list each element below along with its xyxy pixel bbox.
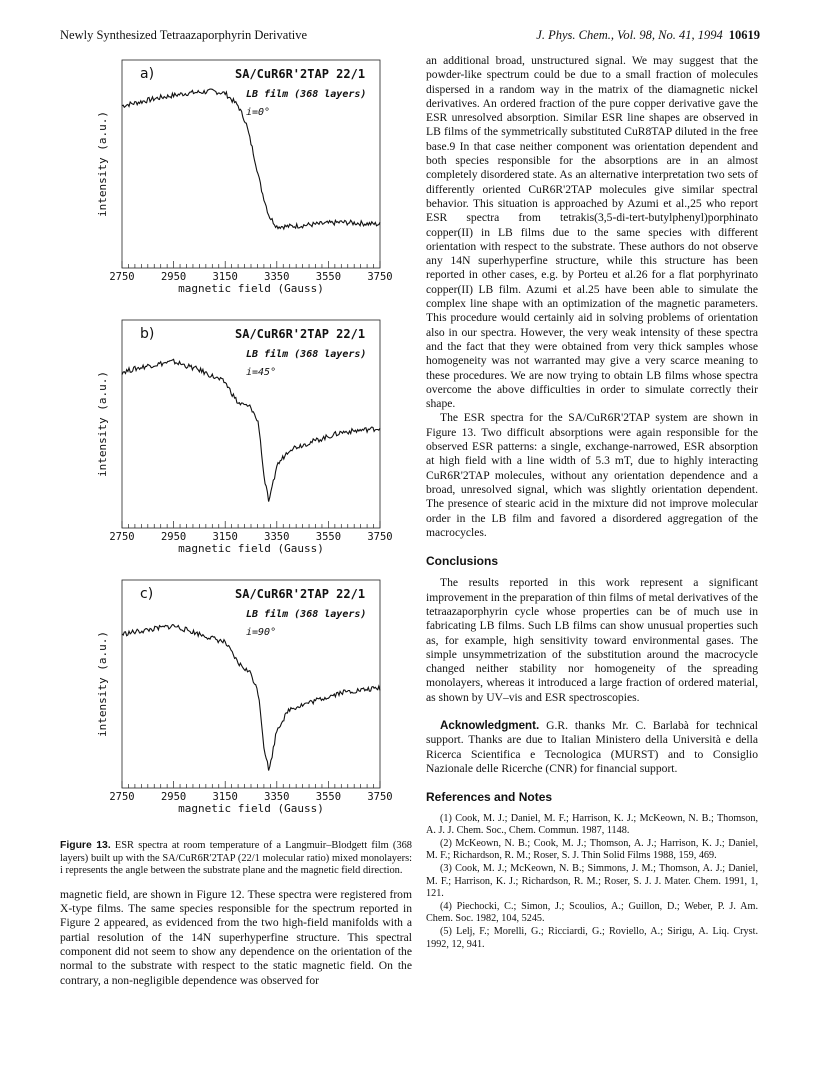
y-axis-label: intensity (a.u.) (96, 371, 109, 477)
tick-label: 2950 (160, 271, 187, 283)
x-axis-label: magnetic field (Gauss) (178, 802, 324, 815)
running-header-journal (536, 28, 760, 43)
panel-letter: c) (140, 586, 154, 602)
section-heading-references: References and Notes (426, 790, 553, 805)
tick-label: 3350 (264, 531, 290, 543)
x-axis-label: magnetic field (Gauss) (178, 282, 324, 295)
figure-panel-a (60, 54, 412, 314)
tick-label: 3350 (264, 271, 290, 283)
panel-letter: b) (140, 326, 155, 342)
figure-panel-b (60, 314, 412, 574)
body-text-left: magnetic field, are shown in Figure 12. These spectra were registered from X-type films. The same species responsible for the spectrum reported in Figure 2 appeared, as evidenced from the two high-field manifolds with a partial resolution of the 14N superhyperfine structure. This spectral component did not seem to show any dependence on the orientation of the normal to the substrate with respect to the static magnetic field. On the contrary, a non-negligible dependence was observed for (60, 887, 412, 987)
tick-label: 3350 (264, 791, 290, 803)
reference-item: (3) Cook, M. J.; McKeown, N. B.; Simmons, J. M.; Thomson, A. J.; Daniel, M. F.; Harrison, K. J.; Richardson, R. M.; Roser, S. J. J. Mater. Chem. 1991, 1, 121. (426, 863, 758, 899)
figure-caption (60, 840, 412, 878)
y-axis-label: intensity (a.u.) (96, 111, 109, 217)
figure-panel-c (60, 574, 412, 834)
tick-label: 2750 (109, 791, 135, 803)
reference-item: (2) McKeown, N. B.; Cook, M. J.; Thomson, A. J.; Harrison, K. J.; Daniel, M. F.; Richardson, R. M.; Roser, S. J. Thin Solid Films 1988, 159, 469. (426, 837, 758, 862)
chart-angle: i=90° (246, 627, 277, 638)
tick-label: 3150 (212, 271, 238, 283)
tick-label: 3550 (315, 531, 342, 543)
paragraph: The ESR spectra for the SA/CuR6R'2TAP system are shown in Figure 13. Two difficult absorptions were again responsible for the observed ESR patterns: a single, exchange-narrowed, ESR absorption at high field with a line width of 5.3 mT, due to highly interacting CuR6R'2TAP molecules, without any orientation dependence and a broad, unresolved signal, which was slightly orientation dependent. The presence of stearic acid in the mixture did not improve molecular order in the LB film and favored a disordered aggregation of the macrocycles. (426, 411, 758, 539)
tick-label: 2950 (160, 791, 187, 803)
chart-angle: i=0° (246, 107, 271, 118)
tick-label: 3750 (367, 271, 393, 283)
tick-label: 3550 (315, 271, 342, 283)
tick-label: 3750 (367, 531, 393, 543)
panel-letter: a) (140, 66, 155, 82)
y-axis-label: intensity (a.u.) (96, 631, 109, 737)
right-column (426, 54, 758, 952)
chart-subtitle: LB film (368 layers) (246, 349, 367, 360)
ack-text: G.R. thanks Mr. C. Barlabà for technical support. Thanks are due to Italian Ministero della Università e della Ricerca Scientifica e Tecnologica (MURST) and to Consiglio Nazionale delle Ricerche (CNR) for financial support. (426, 719, 759, 775)
ack-label: Acknowledgment. (440, 719, 540, 733)
caption-label: Figure 13. (60, 840, 111, 851)
paragraph: an additional broad, unstructured signal. We may suggest that the powder-like spectrum could be due to a small fraction of molecules dispersed in a random way in the matrix of the diamagnetic nickel derivatives. An ordered fraction of the pure copper derivative gave the ESR unresolved absorption. Similar ESR line shapes are observed in LB films of the symmetrically substituted CuR8TAP diluted in the free base.9 In that case neither component was orientation dependent and both species responsible for the absorptions are in an almost completely disordered state. As an alternative interpretation two sets of differently oriented CuR6R'2TAP molecules give similar spectral behavior. This situation is approached by Azumi et al.,25 who report ESR spectra from tetrakis(3,5-di-tert-butylphenyl)porphinato copper(II) in LB films due to the same species with different orientation with respect to the substrate. These authors do not observe any 14N superhyperfine structure, while this structure has been reported in other cases, e.g. by Porteu et al.26 for a flat porphyrinato copper(II) LB film. Azumi et al.25 have been able to simulate the complex line shape with an optimization of the magnetic parameters. This procedure would certainly aid in solving problems of orientation also in our spectra. However, the very weak intensity of these spectra and the fact that they were obtained from very thick samples whose homogeneity was not warranted may give a very scarce meaning to these procedures. We are now trying to obtain LB films whose spectra overcome the above difficulties in order to simulate correctly their shape. (426, 54, 758, 411)
running-header-title: Newly Synthesized Tetraazaporphyrin Derivative (60, 28, 308, 42)
reference-item: (4) Piechocki, C.; Simon, J.; Scoulios, A.; Guillon, D.; Weber, P. J. Am. Chem. Soc. 1982, 104, 5245. (426, 900, 758, 925)
esr-spectrum-c (60, 574, 412, 834)
x-axis-label: magnetic field (Gauss) (178, 542, 324, 555)
tick-label: 3750 (367, 791, 393, 803)
tick-label: 2950 (160, 531, 187, 543)
reference-item: (1) Cook, M. J.; Daniel, M. F.; Harrison, K. J.; McKeown, N. B.; Thomson, A. J. J. Chem. Soc., Chem. Commun. 1987, 1148. (426, 812, 758, 836)
tick-label: 2750 (109, 531, 135, 543)
chart-subtitle: LB film (368 layers) (246, 609, 367, 620)
caption-text: ESR spectra at room temperature of a Langmuir–Blodgett film (368 layers) built up with the SA/CuR6R'2TAP (22/1 molecular ratio) mixed monolayers: i represents the angle between the substrate plane and the magnetic field direction. (60, 840, 412, 877)
chart-title: SA/CuR6R'2TAP 22/1 (235, 587, 366, 601)
page-number: 10619 (728, 28, 760, 42)
esr-spectrum-b (60, 314, 412, 574)
chart-title: SA/CuR6R'2TAP 22/1 (235, 327, 366, 341)
chart-angle: i=45° (246, 367, 277, 378)
esr-spectrum-a (60, 54, 412, 314)
chart-title: SA/CuR6R'2TAP 22/1 (235, 67, 366, 81)
reference-list (426, 813, 758, 951)
tick-label: 3150 (212, 791, 238, 803)
esr-series-line (122, 359, 380, 501)
left-column (60, 54, 412, 988)
esr-series-line (122, 625, 380, 771)
reference-item: (5) Lelj, F.; Morelli, G.; Ricciardi, G.; Roviello, A.; Sirigu, A. Liq. Cryst. 1992, 12, 941. (426, 926, 758, 950)
acknowledgment (426, 719, 758, 776)
tick-label: 3150 (212, 531, 238, 543)
section-heading-conclusions: Conclusions (426, 554, 499, 569)
journal-citation: J. Phys. Chem., Vol. 98, No. 41, 1994 (536, 28, 723, 42)
paragraph-conclusions: The results reported in this work represent a significant improvement in the preparation of thin films of metal derivatives of the tetraazaporphyrin cycle whose properties can be of much use in fabricating LB films. Such LB films can show unusual properties such as, for example, high sensitivity toward environmental gases. The simple unsymmetrization of the substitution around the macrocycle changed neither stability nor homogeneity of the spreading monolayers, whereas it introduced a large fraction of ordered material, as shown by UV–vis and ESR spectroscopies. (426, 576, 758, 704)
tick-label: 2750 (109, 271, 135, 283)
tick-label: 3550 (315, 791, 342, 803)
chart-subtitle: LB film (368 layers) (246, 89, 367, 100)
